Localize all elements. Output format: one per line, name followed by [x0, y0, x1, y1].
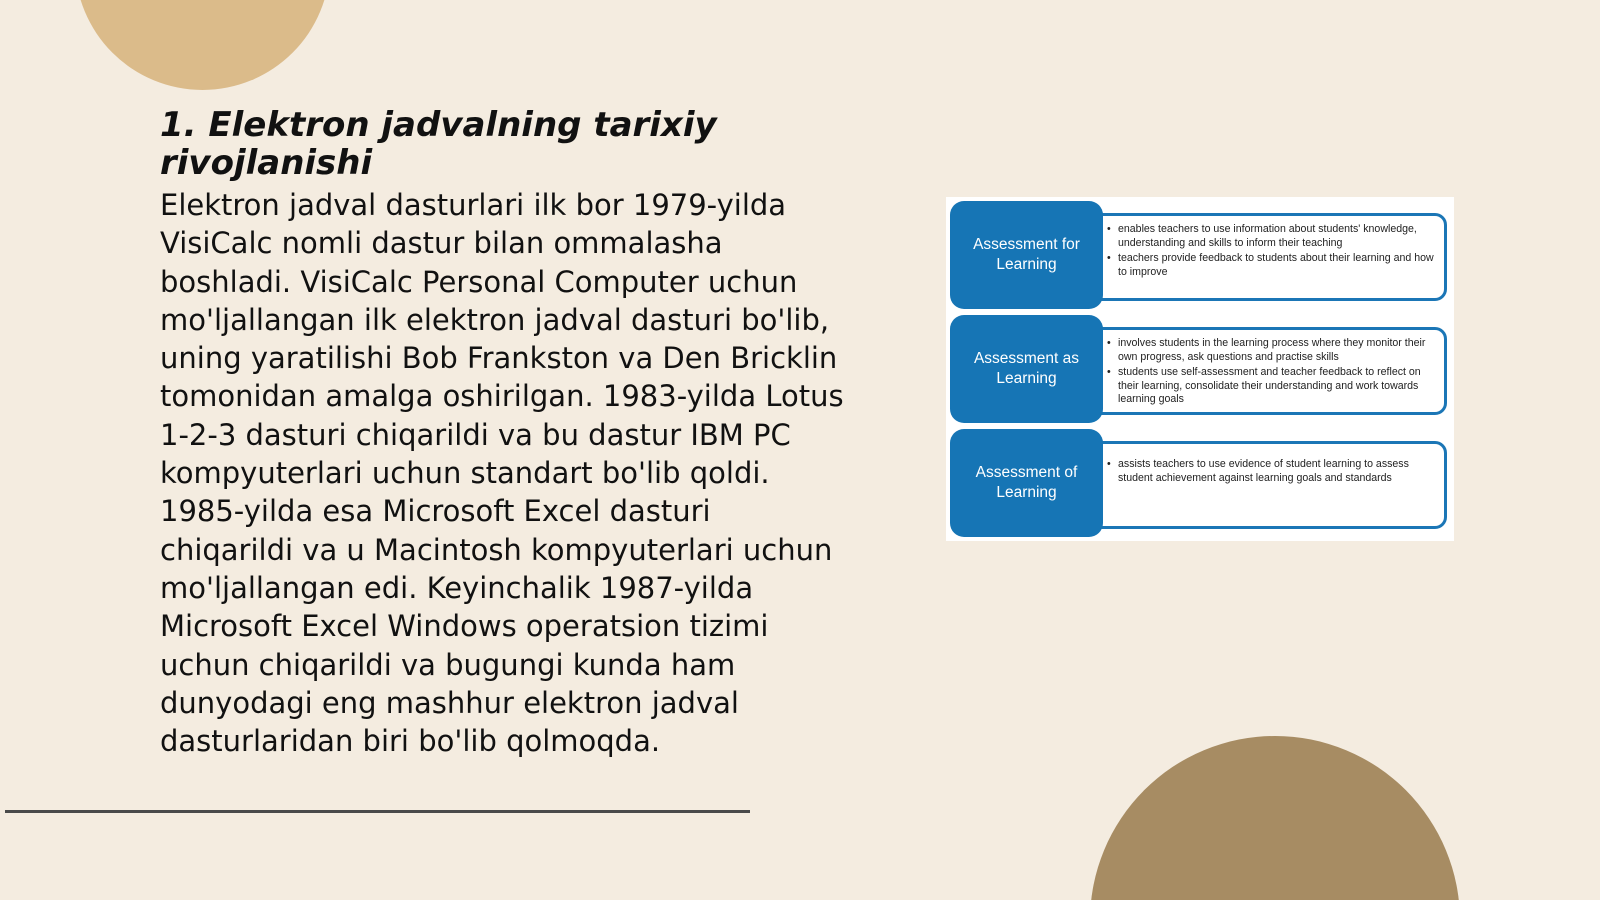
bullet-item: • enables teachers to use information about students' knowledge, understanding and skills to inform their teaching: [1107, 223, 1434, 250]
bullet-item: • involves students in the learning process where they monitor their own progress, ask questions and practise skills: [1107, 337, 1434, 364]
bullet-item: • assists teachers to use evidence of student learning to assess student achievement against learning goals and standards: [1107, 458, 1434, 485]
divider-line: [5, 810, 750, 813]
assessment-heading: Assessment as Learning: [950, 315, 1103, 423]
assessment-panel: [1090, 327, 1447, 415]
assessment-row-of-learning: [950, 429, 1450, 537]
assessment-panel: [1090, 213, 1447, 301]
bullet-item: • students use self-assessment and teacher feedback to reflect on their learning, consolidate their understanding and work towards learning goals: [1107, 366, 1434, 407]
assessment-panel: [1090, 441, 1447, 529]
assessment-row-as-learning: [950, 315, 1450, 423]
decorative-circle-top: [75, 0, 330, 90]
assessment-heading: Assessment of Learning: [950, 429, 1103, 537]
assessment-row-for-learning: [950, 201, 1450, 309]
assessment-diagram: [946, 197, 1454, 541]
slide-body-text: Elektron jadval dasturlari ilk bor 1979-yilda VisiCalc nomli dastur bilan ommalasha boshladi. VisiCalc Personal Computer uchun mo'ljallangan ilk elektron jadval dasturi bo'lib, uning yaratilishi Bob Frankston va Den Bricklin tomonidan amalga oshirilgan. 1983-yilda Lotus 1-2-3 dasturi chiqarildi va bu dastur IBM PC kompyuterlari uchun standart bo'lib qoldi. 1985-yilda esa Microsoft Excel dasturi chiqarildi va u Macintosh kompyuterlari uchun mo'ljallangan edi. Keyinchalik 1987-yilda Microsoft Excel Windows operatsion tizimi uchun chiqarildi va bugungi kunda ham dunyodagi eng mashhur elektron jadval dasturlaridan biri bo'lib qolmoqda.: [160, 188, 844, 759]
assessment-heading: Assessment for Learning: [950, 201, 1103, 309]
bullet-item: • teachers provide feedback to students about their learning and how to improve: [1107, 252, 1434, 279]
decorative-circle-bottom: [1090, 736, 1460, 900]
slide-title: 1. Elektron jadvalning tarixiy rivojlanishi: [160, 105, 717, 183]
